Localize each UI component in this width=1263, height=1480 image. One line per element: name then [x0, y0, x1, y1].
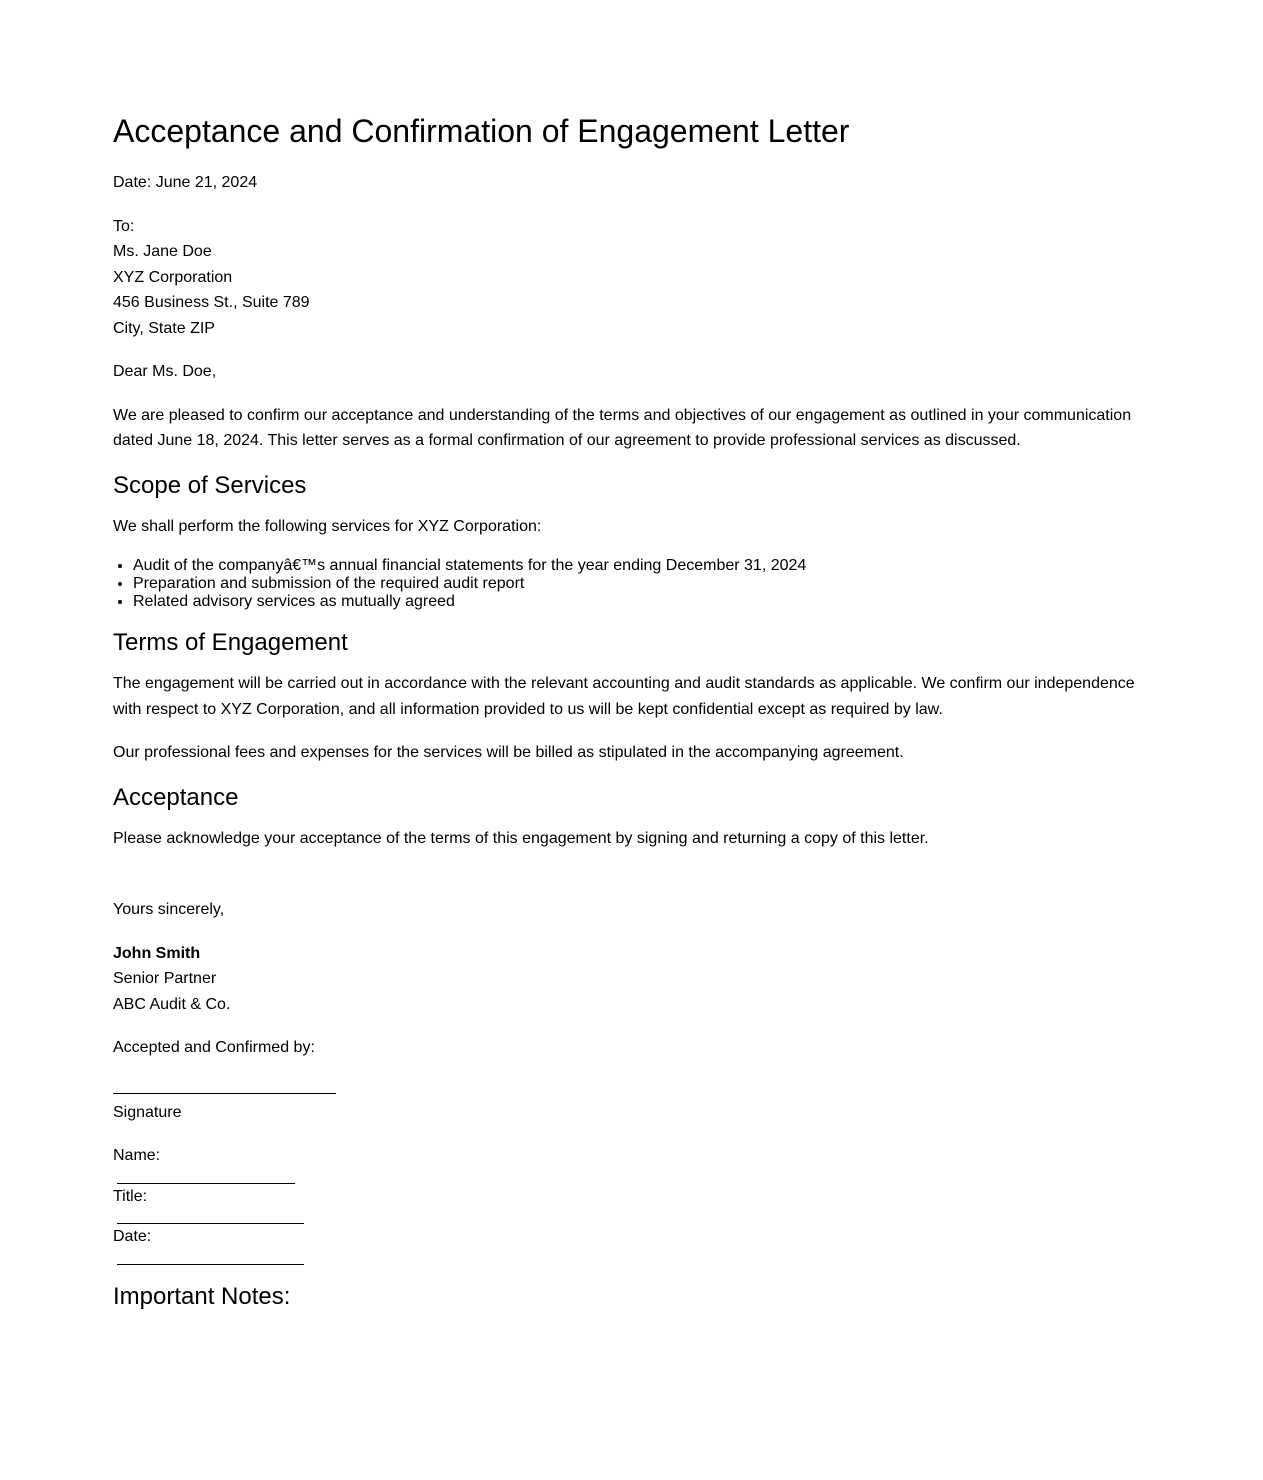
- scope-heading: Scope of Services: [113, 471, 307, 499]
- accepted-by-label: Accepted and Confirmed by:: [113, 1039, 315, 1056]
- title-field-row: [113, 1184, 1143, 1225]
- name-blank[interactable]: [117, 1169, 295, 1184]
- recipient-block: [113, 214, 1143, 342]
- date-label: Date:: [113, 1228, 152, 1245]
- signer-block: [113, 941, 1143, 1018]
- acceptance-heading: Acceptance: [113, 783, 239, 811]
- list-item: • Preparation and submission of the required audit report: [133, 575, 1143, 593]
- title-blank[interactable]: [117, 1209, 304, 1224]
- recipient-address-line1: 456 Business St., Suite 789: [113, 294, 310, 311]
- signer-title: Senior Partner: [113, 970, 217, 987]
- to-label: To:: [113, 217, 135, 235]
- list-item: • Related advisory services as mutually agreed: [133, 593, 1143, 611]
- title-label: Title:: [113, 1187, 148, 1205]
- letter-date: Date: June 21, 2024: [113, 174, 258, 191]
- signer-name: John Smith: [113, 944, 201, 962]
- name-label: Name:: [113, 1147, 161, 1164]
- services-list: [113, 557, 1143, 611]
- list-item: • Audit of the companyâ€™s annual financial statements for the year ending December 31, 2024: [133, 557, 1143, 575]
- recipient-name: Ms. Jane Doe: [113, 243, 212, 260]
- signature-label: Signature: [113, 1103, 182, 1121]
- closing: Yours sincerely,: [113, 901, 225, 918]
- date-field-row: [113, 1224, 1143, 1265]
- terms-paragraph-2: Our professional fees and expenses for the services will be billed as stipulated in the accompanying agreement.: [113, 744, 904, 761]
- intro-paragraph: We are pleased to confirm our acceptance and understanding of the terms and objectives of our engagement as outlined in your communication dated June 18, 2024. This letter serves as a formal confirmation of our agreement to provide professional services as discussed.: [113, 406, 1132, 449]
- confirmation-fields: [113, 1143, 1143, 1265]
- acceptance-text: Please acknowledge your acceptance of the terms of this engagement by signing and returning a copy of this letter.: [113, 829, 929, 847]
- salutation: Dear Ms. Doe,: [113, 363, 217, 380]
- page-title: Acceptance and Confirmation of Engagement Letter: [113, 113, 850, 149]
- important-notes-heading: Important Notes:: [113, 1282, 291, 1310]
- recipient-company: XYZ Corporation: [113, 268, 233, 286]
- signature-line[interactable]: [113, 1071, 336, 1094]
- terms-heading: Terms of Engagement: [113, 629, 348, 656]
- recipient-address-line2: City, State ZIP: [113, 319, 215, 337]
- scope-intro: We shall perform the following services for XYZ Corporation:: [113, 517, 542, 535]
- date-blank[interactable]: [117, 1250, 304, 1265]
- signer-firm: ABC Audit & Co.: [113, 995, 231, 1013]
- terms-paragraph-1: The engagement will be carried out in accordance with the relevant accounting and audit standards as applicable. We confirm our independence with respect to XYZ Corporation, and all information provided to us will be kept confidential except as required by law.: [113, 675, 1135, 718]
- spacer: [113, 869, 1143, 897]
- name-field-row: [113, 1143, 1143, 1184]
